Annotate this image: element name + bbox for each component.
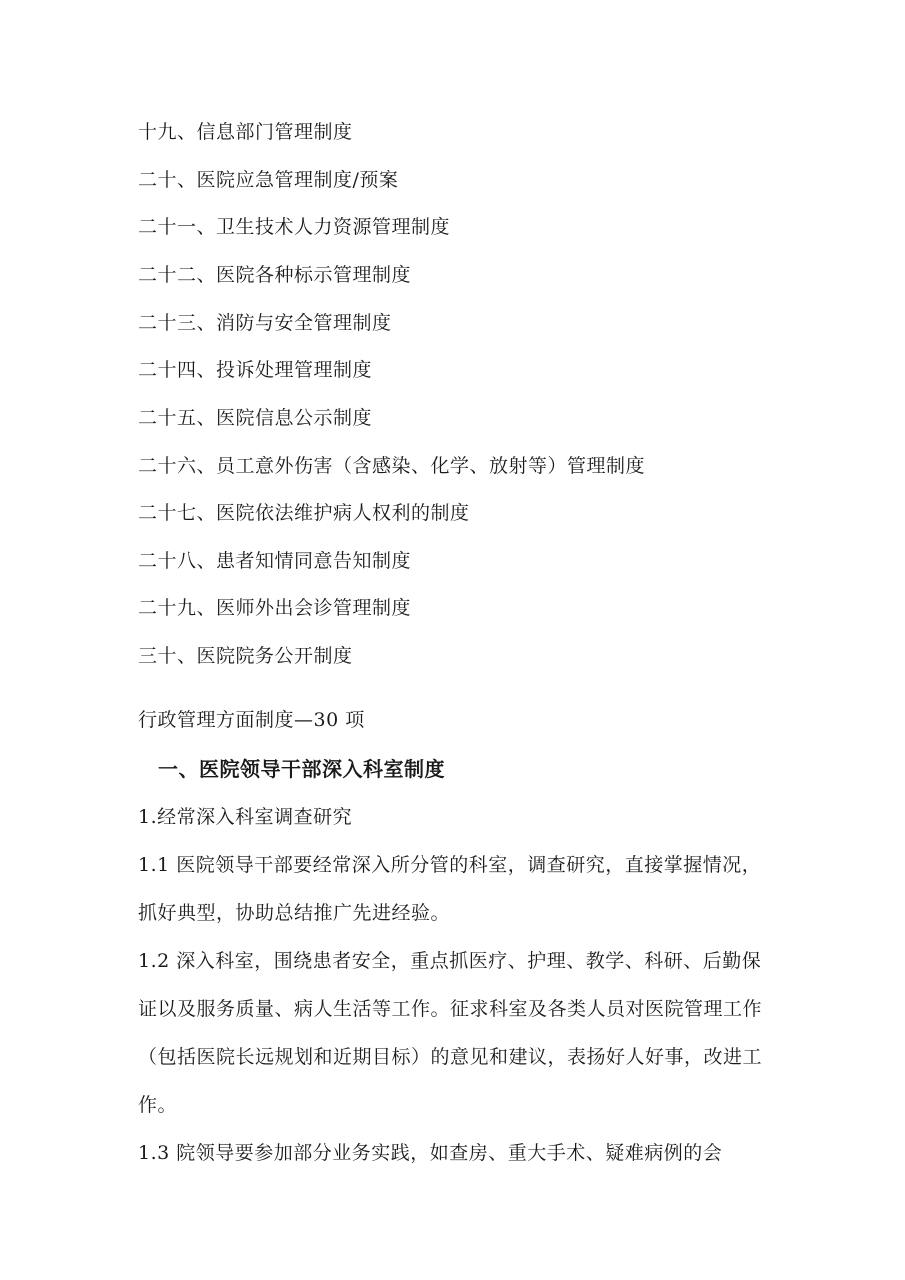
list-item: 十九、信息部门管理制度 (138, 121, 353, 143)
list-item: 二十四、投诉处理管理制度 (138, 359, 373, 381)
paragraph: 1.2 深入科室，围绕患者安全，重点抓医疗、护理、教学、科研、后勤保证以及服务质量、病人生活等工作。征求科室及各类人员对医院管理工作（包括医院长远规划和近期目标）的意见和建议，表扬好人好事，改进工作。 (138, 950, 763, 1116)
list-item: 二十一、卫生技术人力资源管理制度 (138, 216, 451, 238)
list-item: 二十七、医院依法维护病人权利的制度 (138, 502, 470, 524)
list-item: 二十二、医院各种标示管理制度 (138, 264, 412, 286)
section-title: 行政管理方面制度—30 项 (138, 709, 365, 731)
paragraph: 1.3 院领导要参加部分业务实践，如查房、重大手术、疑难病例的会 (138, 1142, 723, 1164)
list-item: 二十三、消防与安全管理制度 (138, 312, 392, 334)
policy-heading: 一、医院领导干部深入科室制度 (158, 757, 445, 781)
paragraph: 1.1 医院领导干部要经常深入所分管的科室，调查研究，直接掌握情况，抓好典型，协助总结推广先进经验。 (138, 854, 762, 924)
list-item: 三十、医院院务公开制度 (138, 645, 353, 667)
list-item: 二十六、员工意外伤害（含感染、化学、放射等）管理制度 (138, 455, 646, 477)
list-item: 二十八、患者知情同意告知制度 (138, 550, 412, 572)
subheading: 1.经常深入科室调查研究 (138, 806, 353, 828)
list-item: 二十、医院应急管理制度/预案 (138, 169, 399, 191)
list-item: 二十九、医师外出会诊管理制度 (138, 597, 412, 619)
list-item: 二十五、医院信息公示制度 (138, 407, 373, 429)
